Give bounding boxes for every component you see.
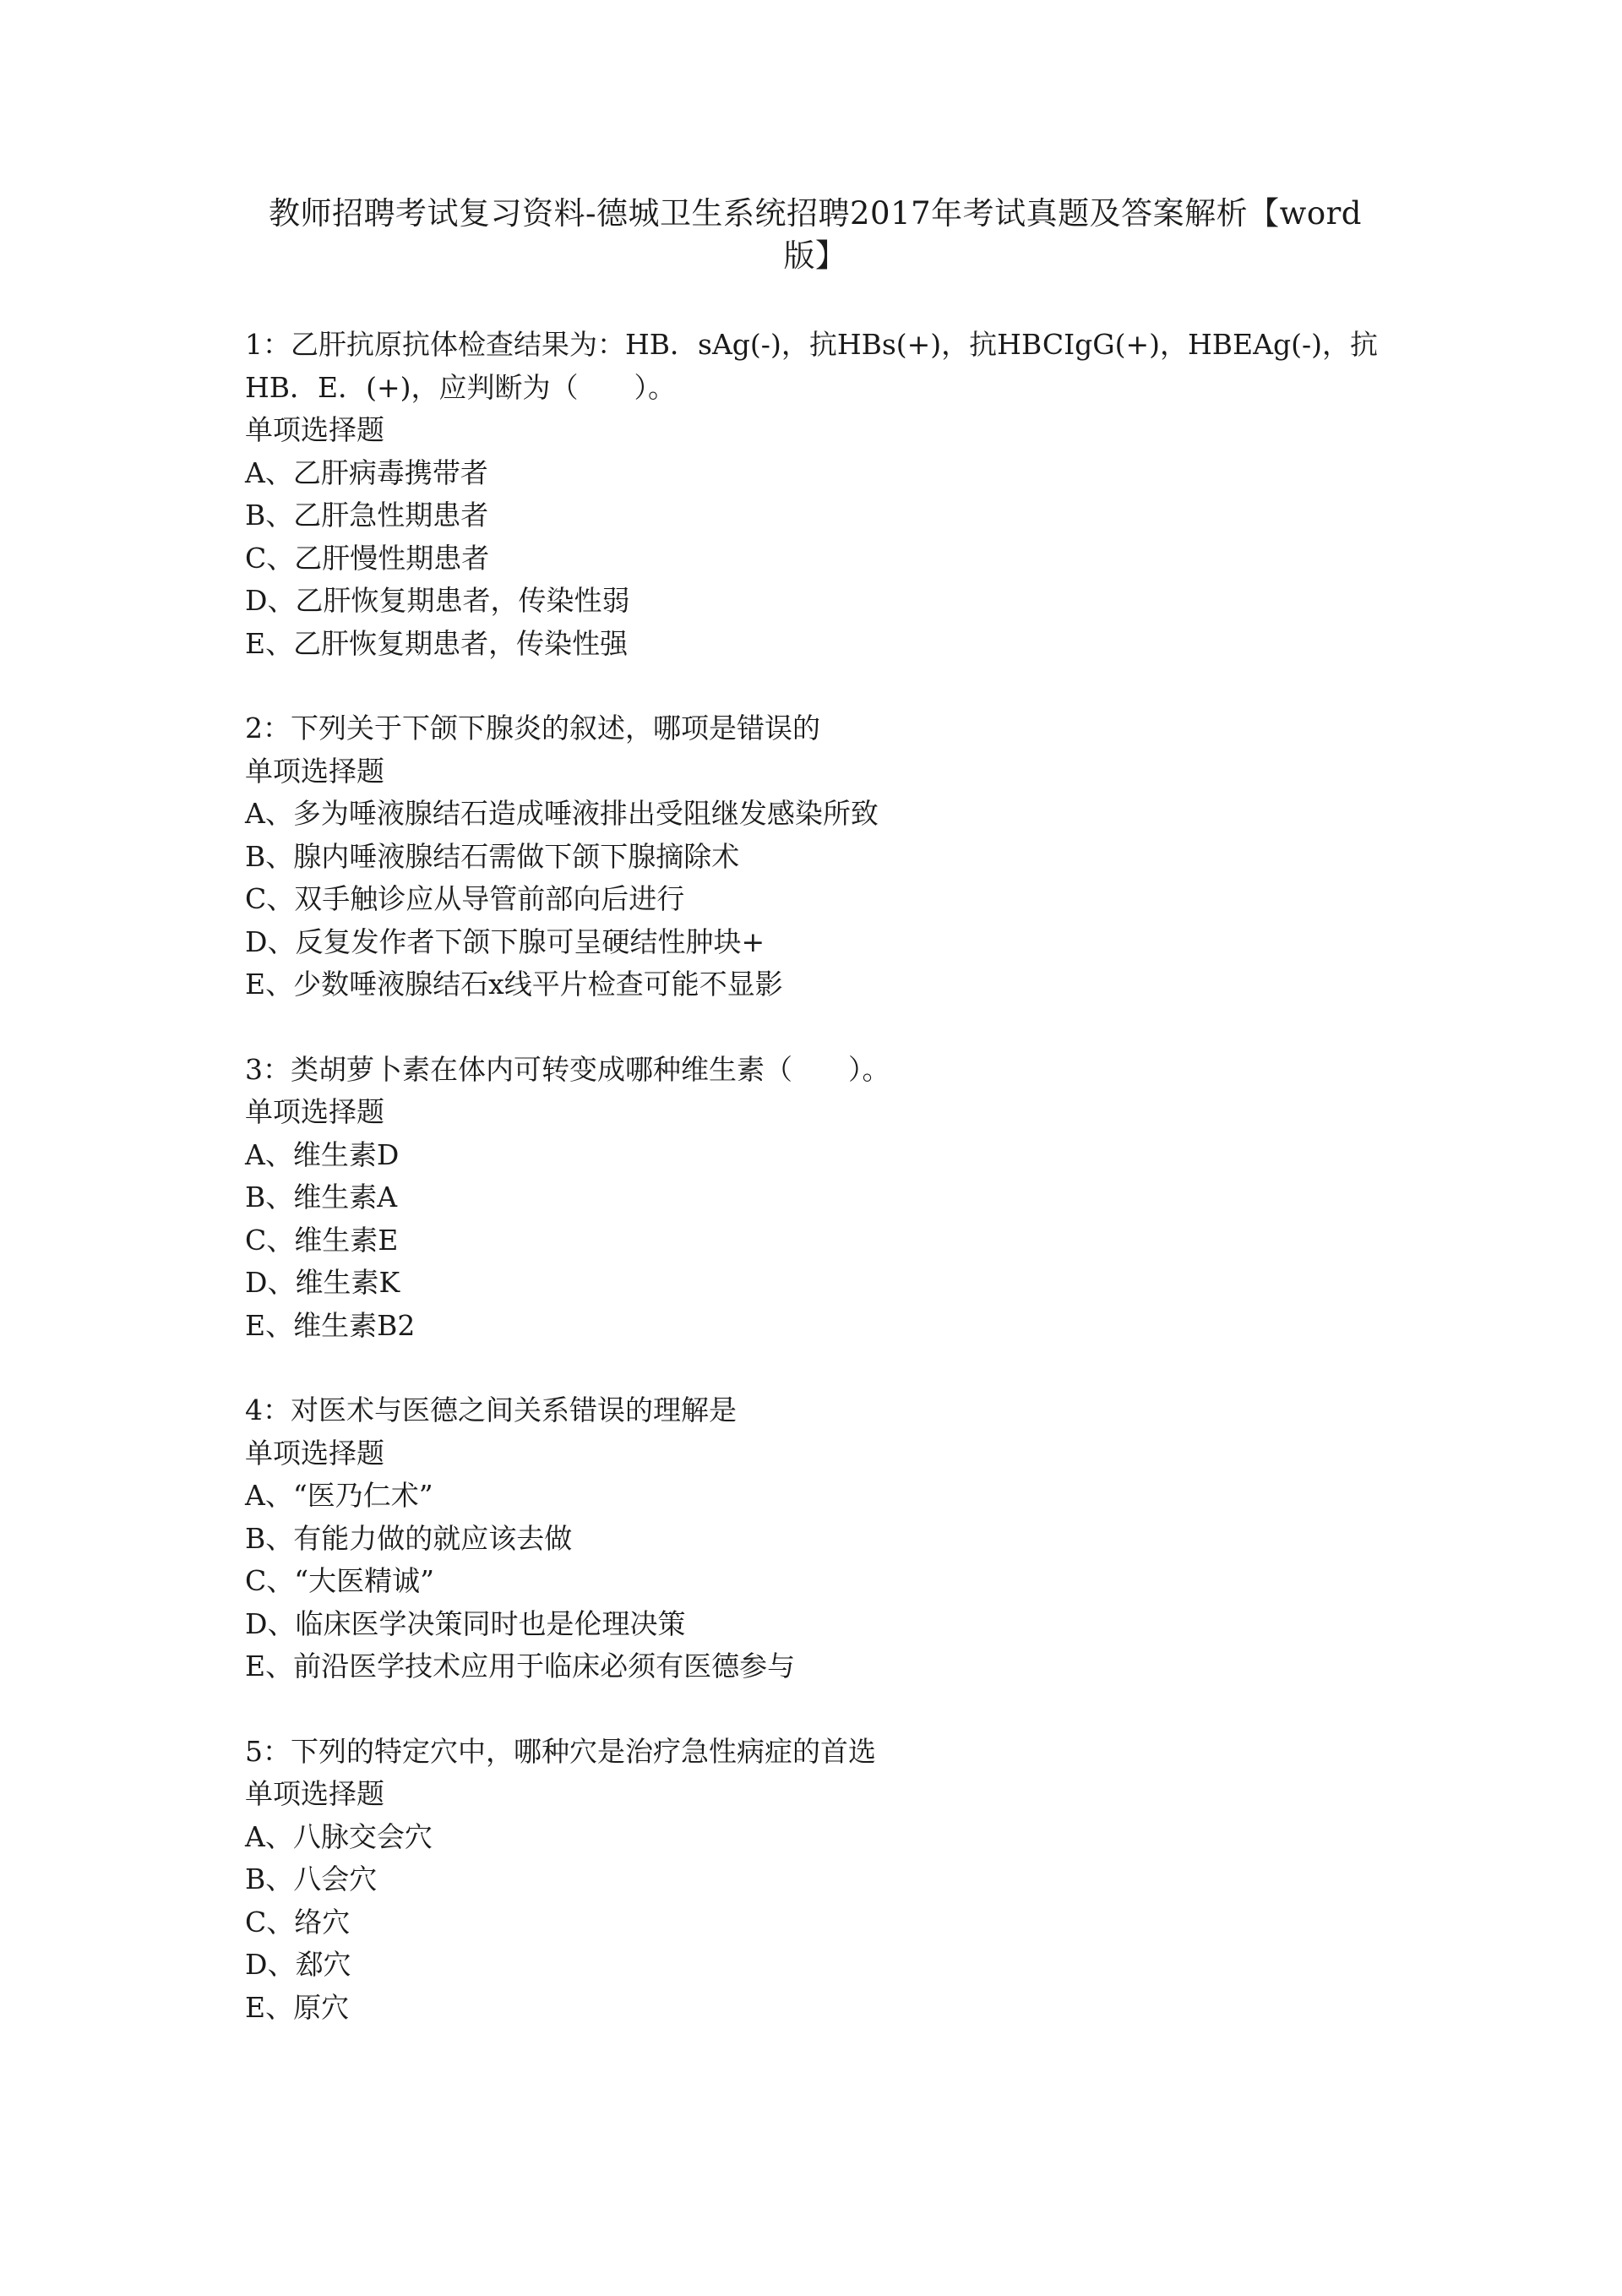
option-d: D、临床医学决策同时也是伦理决策 bbox=[245, 1606, 686, 1640]
question-5 bbox=[245, 1731, 1394, 2030]
option-b: B、腺内唾液腺结石需做下颌下腺摘除术 bbox=[245, 839, 740, 873]
option-b: B、维生素A bbox=[245, 1181, 398, 1213]
question-1 bbox=[245, 324, 1394, 665]
question-type: 单项选择题 bbox=[245, 1095, 384, 1128]
option-d: D、反复发作者下颌下腺可呈硬结性肿块+ bbox=[245, 924, 765, 958]
option-c: C、络穴 bbox=[245, 1905, 351, 1939]
option-d: D、郄穴 bbox=[245, 1948, 351, 1981]
question-type: 单项选择题 bbox=[245, 413, 384, 446]
question-4 bbox=[245, 1389, 1394, 1688]
option-c: C、维生素E bbox=[245, 1223, 399, 1257]
question-stem: 2：下列关于下颌下腺炎的叙述，哪项是错误的 bbox=[245, 712, 820, 744]
option-e: E、维生素B2 bbox=[245, 1308, 416, 1342]
option-a: A、乙肝病毒携带者 bbox=[245, 455, 488, 489]
option-c: C、双手触诊应从导管前部向后进行 bbox=[245, 882, 685, 915]
question-type: 单项选择题 bbox=[245, 1777, 384, 1810]
option-a: A、维生素D bbox=[245, 1137, 400, 1171]
option-c: C、“大医精诚” bbox=[245, 1564, 434, 1597]
option-d: D、维生素K bbox=[245, 1266, 400, 1299]
question-type: 单项选择题 bbox=[245, 1436, 384, 1470]
question-type: 单项选择题 bbox=[245, 754, 384, 788]
option-b: B、有能力做的就应该去做 bbox=[245, 1521, 573, 1555]
document-title: 教师招聘考试复习资料-德城卫生系统招聘2017年考试真题及答案解析【word版】 bbox=[269, 195, 1362, 274]
option-e: E、少数唾液腺结石x线平片检查可能不显影 bbox=[245, 968, 783, 1001]
option-b: B、乙肝急性期患者 bbox=[245, 499, 489, 532]
option-b: B、八会穴 bbox=[245, 1862, 378, 1895]
question-3 bbox=[245, 1049, 1394, 1348]
question-2 bbox=[245, 707, 1394, 1006]
option-a: A、“医乃仁术” bbox=[245, 1479, 433, 1512]
question-stem: 3：类胡萝卜素在体内可转变成哪种维生素（ ）。 bbox=[245, 1052, 890, 1086]
option-e: E、原穴 bbox=[245, 1990, 350, 2024]
option-a: A、多为唾液腺结石造成唾液排出受阻继发感染所致 bbox=[245, 797, 879, 830]
option-d: D、乙肝恢复期患者，传染性弱 bbox=[245, 584, 630, 617]
question-stem: 4：对医术与医德之间关系错误的理解是 bbox=[245, 1393, 737, 1426]
option-e: E、前沿医学技术应用于临床必须有医德参与 bbox=[245, 1650, 796, 1682]
option-e: E、乙肝恢复期患者，传染性强 bbox=[245, 626, 629, 660]
question-stem: 5：下列的特定穴中，哪种穴是治疗急性病症的首选 bbox=[245, 1734, 876, 1768]
question-stem: 1：乙肝抗原抗体检查结果为：HB．sAg(-)，抗HBs(+)，抗HBCIgG(+)，HBEAg(-)，抗HB．E．(+)，应判断为（ ）。 bbox=[245, 328, 1378, 404]
option-c: C、乙肝慢性期患者 bbox=[245, 541, 490, 575]
option-a: A、八脉交会穴 bbox=[245, 1819, 433, 1853]
question-list bbox=[245, 324, 1394, 2071]
